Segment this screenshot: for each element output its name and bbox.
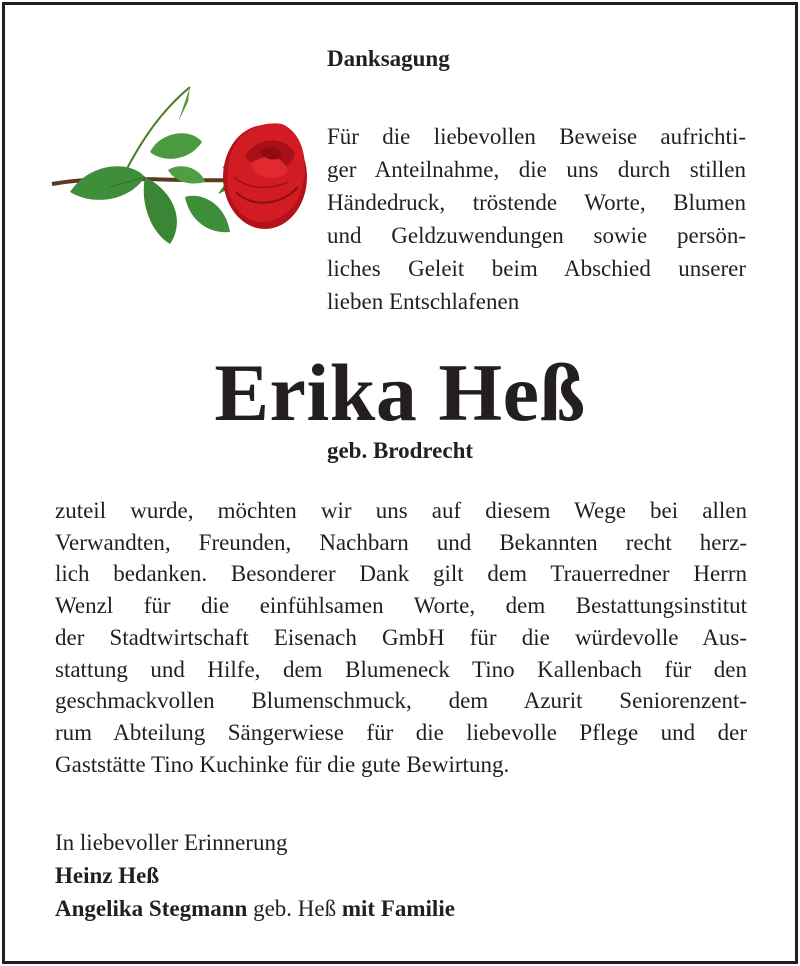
signer-maiden-name: geb. Heß bbox=[253, 896, 337, 921]
signature-block bbox=[55, 826, 455, 925]
body-paragraph bbox=[55, 495, 747, 780]
body-line: lich bedanken. Besonderer Dank gilt dem Trauerredner Herrn bbox=[55, 561, 747, 587]
intro-line: lieben Entschlafenen bbox=[327, 289, 520, 314]
maiden-name: geb. Brodrecht bbox=[326, 438, 474, 463]
body-line: Wenzl für die einfühlsamen Worte, dem Bestattungsinstitut bbox=[55, 593, 747, 619]
intro-line: ger Anteilnahme, die uns durch stillen bbox=[327, 157, 746, 182]
signer-name: Angelika Stegmann bbox=[55, 896, 248, 921]
signer-family-line bbox=[55, 892, 455, 925]
body-line: rum Abteilung Sängerwiese für die liebevolle Pflege und der bbox=[55, 719, 747, 745]
intro-line: Händedruck, tröstende Worte, Blumen bbox=[327, 190, 746, 215]
body-line: stattung und Hilfe, dem Blumeneck Tino Kallenbach für den bbox=[55, 656, 747, 682]
rose-icon bbox=[50, 82, 312, 252]
body-line: der Stadtwirtschaft Eisenach GmbH für die würdevolle Aus- bbox=[55, 624, 747, 650]
intro-paragraph bbox=[327, 120, 746, 318]
signer-suffix: mit Familie bbox=[341, 896, 455, 921]
body-line: geschmackvollen Blumenschmuck, dem Azurit Seniorenzent- bbox=[55, 688, 747, 714]
intro-line: und Geldzuwendungen sowie persön- bbox=[327, 223, 746, 248]
body-line: Gaststätte Tino Kuchinke für die gute Bewirtung. bbox=[55, 751, 510, 777]
intro-line: liches Geleit beim Abschied unserer bbox=[327, 256, 746, 281]
closing-line: In liebevoller Erinnerung bbox=[55, 830, 288, 855]
signer-name: Heinz Heß bbox=[55, 863, 160, 888]
body-line: Verwandten, Freunden, Nachbarn und Bekannten recht herz- bbox=[55, 529, 747, 555]
intro-line: Für die liebevollen Beweise aufrichti- bbox=[327, 124, 746, 149]
heading: Danksagung bbox=[327, 46, 450, 71]
body-line: zuteil wurde, möchten wir uns auf diesem Wege bei allen bbox=[55, 498, 747, 523]
deceased-name: Erika Heß bbox=[214, 347, 586, 438]
